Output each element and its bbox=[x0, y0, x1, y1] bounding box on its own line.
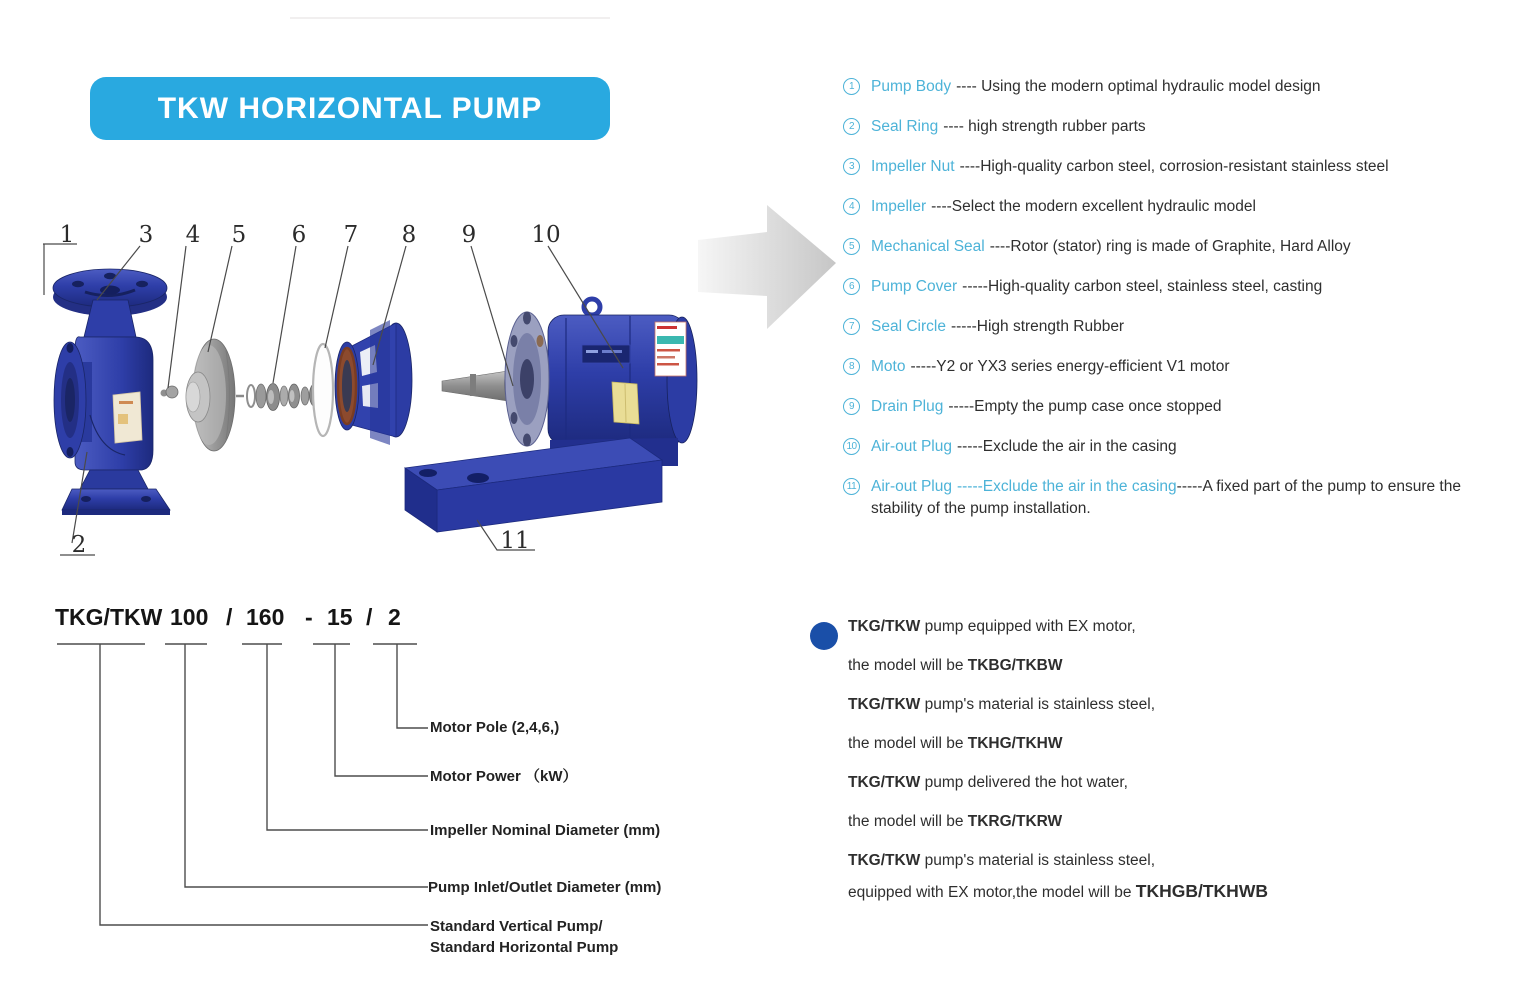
callout-10: 10 bbox=[531, 222, 561, 248]
callout-7: 7 bbox=[343, 222, 359, 248]
part-number-badge: 7 bbox=[843, 318, 860, 335]
nomenclature-bracket-lines bbox=[40, 635, 470, 965]
callout-2: 2 bbox=[71, 532, 87, 558]
variant-note: TKG/TKW pump equipped with EX motor, the model will be TKBG/TKBW bbox=[848, 618, 1136, 674]
pump-body bbox=[53, 269, 170, 515]
variant-note: TKG/TKW pump's material is stainless steel, equipped with EX motor,the model will be TKHGB/TKHWB bbox=[848, 852, 1268, 901]
part-number-badge: 11 bbox=[843, 478, 860, 495]
page-title: TKW HORIZONTAL PUMP bbox=[157, 91, 543, 125]
pump-cover bbox=[335, 320, 412, 445]
variant-model-code: TKBG/TKBW bbox=[967, 657, 1063, 674]
part-list-item bbox=[843, 396, 1503, 418]
parts-description-list bbox=[843, 76, 1503, 538]
part-name: Drain Plug bbox=[871, 398, 944, 415]
page-edge-artifact bbox=[290, 17, 610, 19]
part-name: Mechanical Seal bbox=[871, 238, 985, 255]
model-separator: / bbox=[366, 604, 373, 630]
variant-model-code: TKHGB/TKHWB bbox=[1135, 881, 1268, 901]
part-description: -----A fixed part of the pump to ensure the stability of the pump installation. bbox=[871, 478, 1461, 517]
part-description: ----Select the modern excellent hydraulic model bbox=[931, 198, 1256, 215]
part-list-item bbox=[843, 196, 1503, 218]
part-number-badge: 2 bbox=[843, 118, 860, 135]
part-list-item bbox=[843, 116, 1503, 138]
model-separator: / bbox=[226, 604, 233, 630]
part-name: Air-out Plug bbox=[871, 478, 952, 495]
mechanical-seal-parts bbox=[236, 384, 321, 411]
variant-model-code: TKHG/TKHW bbox=[967, 735, 1063, 752]
part-number-badge: 6 bbox=[843, 278, 860, 295]
model-segment-power: 15 bbox=[327, 604, 353, 630]
part-list-item bbox=[843, 436, 1503, 458]
model-segment-impeller: 160 bbox=[246, 604, 285, 630]
part-description: -----Y2 or YX3 series energy-efficient V1 motor bbox=[910, 358, 1230, 375]
model-segment-series: TKG/TKW bbox=[55, 604, 163, 630]
impeller bbox=[186, 339, 235, 451]
model-segment-pole: 2 bbox=[388, 604, 401, 630]
callout-5: 5 bbox=[231, 222, 247, 248]
callout-9: 9 bbox=[461, 222, 477, 248]
callout-11: 11 bbox=[500, 528, 530, 554]
part-description: -----Exclude the air in the casing bbox=[956, 438, 1177, 455]
seal-circle bbox=[313, 344, 333, 436]
label-inlet-outlet: Pump Inlet/Outlet Diameter (mm) bbox=[428, 879, 662, 896]
label-motor-power: Motor Power （kW） bbox=[430, 768, 578, 785]
motor bbox=[442, 299, 697, 447]
part-list-item: 11 Air-out Plug -----Exclude the air in the casing-----A fixed part of the pump to ensure the stability of the pump installation. bbox=[843, 476, 1503, 520]
part-description: ----Rotor (stator) ring is made of Graphite, Hard Alloy bbox=[989, 238, 1351, 255]
callout-4: 4 bbox=[185, 222, 201, 248]
part-description: ----High-quality carbon steel, corrosion-resistant stainless steel bbox=[959, 158, 1389, 175]
part-description: -----High-quality carbon steel, stainless steel, casting bbox=[962, 278, 1323, 295]
brand-code: TKG/TKW bbox=[848, 774, 921, 791]
brand-code: TKG/TKW bbox=[848, 696, 921, 713]
part-name: Seal Ring bbox=[871, 118, 939, 135]
callout-8: 8 bbox=[401, 222, 417, 248]
part-name: Impeller bbox=[871, 198, 927, 215]
part-number-badge: 10 bbox=[843, 438, 860, 455]
base-plate bbox=[405, 438, 678, 532]
part-description: -----High strength Rubber bbox=[950, 318, 1125, 335]
label-impeller-diameter: Impeller Nominal Diameter (mm) bbox=[430, 822, 661, 839]
part-list-item bbox=[843, 356, 1503, 378]
part-name: Pump Cover bbox=[871, 278, 958, 295]
part-list-item bbox=[843, 316, 1503, 338]
part-number-badge: 9 bbox=[843, 398, 860, 415]
label-standard-pump-2: Standard Horizontal Pump bbox=[430, 939, 619, 956]
callout-3: 3 bbox=[138, 222, 154, 248]
transition-arrow-icon bbox=[698, 205, 836, 329]
part-list-item bbox=[843, 76, 1503, 98]
model-variant-notes bbox=[848, 616, 1448, 921]
title-banner bbox=[90, 77, 610, 140]
part-number-badge: 4 bbox=[843, 198, 860, 215]
callout-6: 6 bbox=[291, 222, 307, 248]
part-name: Seal Circle bbox=[871, 318, 946, 335]
part-description: ---- high strength rubber parts bbox=[943, 118, 1146, 135]
variant-note: TKG/TKW pump's material is stainless steel, the model will be TKHG/TKHW bbox=[848, 696, 1156, 752]
part-name: Moto bbox=[871, 358, 906, 375]
part-name: Air-out Plug bbox=[871, 438, 952, 455]
variant-model-code: TKRG/TKRW bbox=[967, 813, 1063, 830]
variant-note: TKG/TKW pump delivered the hot water, the model will be TKRG/TKRW bbox=[848, 774, 1128, 830]
part-description: ---- Using the modern optimal hydraulic model design bbox=[956, 78, 1321, 95]
part-list-item bbox=[843, 276, 1503, 298]
part-list-item bbox=[843, 236, 1503, 258]
pump-exploded-diagram bbox=[30, 200, 840, 570]
brand-code: TKG/TKW bbox=[848, 618, 921, 635]
part-number-badge: 1 bbox=[843, 78, 860, 95]
model-separator: - bbox=[305, 604, 313, 630]
part-name: Pump Body bbox=[871, 78, 952, 95]
part-description: -----Empty the pump case once stopped bbox=[948, 398, 1222, 415]
part-name: Impeller Nut bbox=[871, 158, 955, 175]
impeller-nut bbox=[161, 386, 179, 398]
part-number-badge: 5 bbox=[843, 238, 860, 255]
label-standard-pump-1: Standard Vertical Pump/ bbox=[430, 918, 603, 935]
model-segment-inlet: 100 bbox=[170, 604, 209, 630]
part-list-item bbox=[843, 156, 1503, 178]
part-number-badge: 3 bbox=[843, 158, 860, 175]
part-number-badge: 8 bbox=[843, 358, 860, 375]
label-motor-pole: Motor Pole (2,4,6,) bbox=[430, 719, 560, 736]
callout-1: 1 bbox=[59, 222, 75, 248]
brand-code: TKG/TKW bbox=[848, 852, 921, 869]
bullet-dot bbox=[810, 622, 838, 650]
